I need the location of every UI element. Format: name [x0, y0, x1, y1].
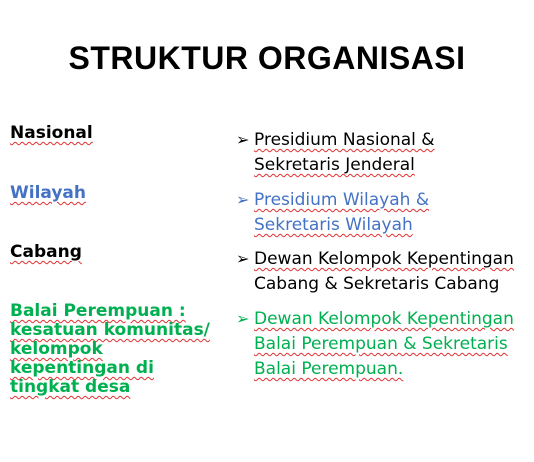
level-label: Nasional — [10, 123, 93, 143]
slide-title: STRUKTUR ORGANISASI — [68, 40, 466, 76]
level-nasional — [10, 124, 93, 143]
level-label-line: kepentingan di — [10, 358, 154, 378]
description-line: ➢ Dewan Kelompok Kepentingan — [236, 306, 534, 332]
level-label-line: kesatuan komunitas/ — [10, 320, 210, 340]
arrow-bullet-icon: ➢ — [236, 130, 250, 149]
level-label-line: Balai Perempuan : — [10, 301, 186, 321]
level-label-line: kelompok — [10, 339, 103, 359]
arrow-bullet-icon: ➢ — [236, 309, 250, 328]
description-line: Sekretaris Jenderal — [254, 155, 415, 175]
level-label: Cabang — [10, 242, 82, 262]
description-nasional — [236, 127, 534, 178]
level-label-line: tingkat desa — [10, 377, 131, 397]
level-balai-perempuan — [10, 302, 210, 397]
description-balai-perempuan — [236, 306, 534, 382]
arrow-bullet-icon: ➢ — [236, 249, 250, 268]
description-line: Sekretaris Wilayah — [254, 215, 413, 235]
level-wilayah — [10, 184, 86, 203]
arrow-bullet-icon: ➢ — [236, 190, 250, 209]
description-line: ➢ Presidium Nasional & — [236, 127, 534, 153]
description-cabang — [236, 246, 534, 297]
level-label: Wilayah — [10, 183, 87, 203]
description-line: Cabang & Sekretaris Cabang — [254, 274, 500, 294]
description-line: ➢ Dewan Kelompok Kepentingan — [236, 246, 534, 272]
description-line: Balai Perempuan. — [254, 359, 404, 379]
description-line: Balai Perempuan & Sekretaris — [254, 334, 508, 354]
description-line: ➢ Presidium Wilayah & — [236, 187, 534, 213]
description-wilayah — [236, 187, 534, 238]
level-cabang — [10, 243, 82, 262]
